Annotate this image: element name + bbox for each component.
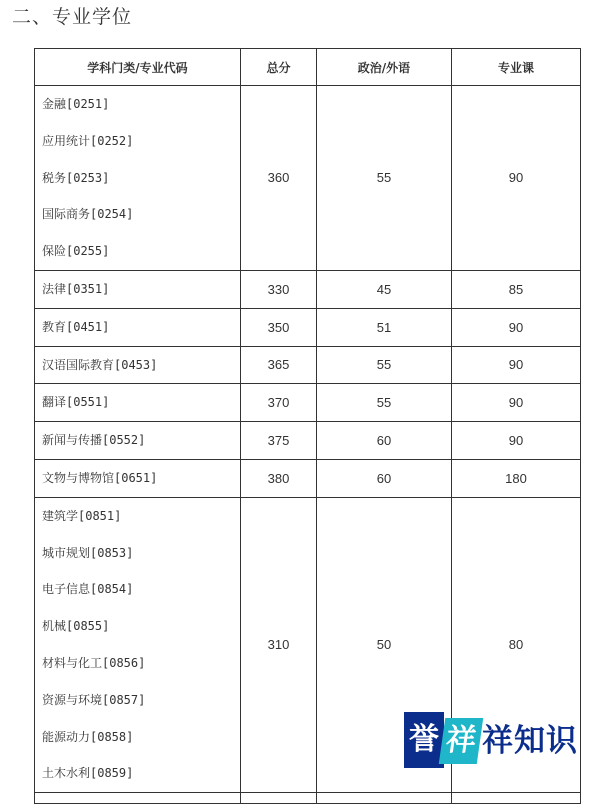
subject-cell: [35, 384, 241, 422]
subject-item: 法律[0351]: [42, 281, 110, 296]
total-score-cell: 365: [241, 346, 317, 384]
major-course-cell: 90: [452, 308, 581, 346]
subject-item: 机械[0855]: [42, 619, 110, 634]
table-row: [35, 384, 581, 422]
subject-cell: [35, 86, 241, 271]
table-body: [35, 86, 581, 804]
subject-item: 土木水利[0859]: [42, 766, 134, 781]
watermark-char-2: 祥: [439, 718, 483, 764]
watermark-logo: [404, 712, 600, 790]
politics-language-cell: 50: [317, 497, 452, 792]
header-total: 总分: [241, 49, 317, 86]
empty-cell: [317, 793, 452, 804]
empty-cell: [452, 793, 581, 804]
subject-item: 金融[0251]: [42, 97, 110, 111]
header-major-course: 专业课: [452, 49, 581, 86]
major-course-cell: 80: [452, 497, 581, 792]
politics-language-cell: 55: [317, 86, 452, 271]
politics-language-cell: 60: [317, 459, 452, 497]
politics-language-cell: 45: [317, 270, 452, 308]
subject-cell: [35, 422, 241, 460]
subject-item: 新闻与传播[0552]: [42, 433, 146, 448]
table-row: [35, 308, 581, 346]
total-score-cell: 375: [241, 422, 317, 460]
politics-language-cell: 55: [317, 384, 452, 422]
score-table: [34, 48, 581, 804]
subject-item: 建筑学[0851]: [42, 508, 122, 523]
major-course-cell: 90: [452, 86, 581, 271]
politics-language-cell: 55: [317, 346, 452, 384]
subject-cell: [35, 346, 241, 384]
subject-item: 应用统计[0252]: [42, 133, 134, 148]
subject-item: 资源与环境[0857]: [42, 692, 146, 707]
major-course-cell: 90: [452, 422, 581, 460]
major-course-cell: 90: [452, 346, 581, 384]
table-row: [35, 422, 581, 460]
subject-item: 城市规划[0853]: [42, 545, 134, 560]
subject-item: 教育[0451]: [42, 319, 110, 334]
subject-item: 保险[0255]: [42, 244, 110, 259]
politics-language-cell: 60: [317, 422, 452, 460]
subject-item: 电子信息[0854]: [42, 582, 134, 597]
subject-item: 汉语国际教育[0453]: [42, 357, 158, 372]
header-subject: 学科门类/专业代码: [35, 49, 241, 86]
header-politics-language: 政治/外语: [317, 49, 452, 86]
table-row: [35, 459, 581, 497]
total-score-cell: 350: [241, 308, 317, 346]
subject-cell: [35, 270, 241, 308]
subject-item: 国际商务[0254]: [42, 207, 134, 222]
major-course-cell: 85: [452, 270, 581, 308]
subject-cell: [35, 459, 241, 497]
table-row: [35, 86, 581, 271]
subject-item: 文物与博物馆[0651]: [42, 470, 158, 485]
empty-cell: [35, 793, 241, 804]
politics-language-cell: 51: [317, 308, 452, 346]
subject-item: 材料与化工[0856]: [42, 655, 146, 670]
subject-cell: [35, 497, 241, 792]
section-heading: 二、专业学位: [12, 6, 133, 28]
table-row: [35, 270, 581, 308]
total-score-cell: 370: [241, 384, 317, 422]
subject-item: 翻译[0551]: [42, 395, 110, 410]
total-score-cell: 380: [241, 459, 317, 497]
total-score-cell: 330: [241, 270, 317, 308]
table-header-row: [35, 49, 581, 86]
major-course-cell: 180: [452, 459, 581, 497]
total-score-cell: 310: [241, 497, 317, 792]
subject-item: 税务[0253]: [42, 170, 110, 185]
total-score-cell: 360: [241, 86, 317, 271]
subject-item: 能源动力[0858]: [42, 729, 134, 744]
table-row: [35, 346, 581, 384]
subject-cell: [35, 308, 241, 346]
table-row-cut-off: [35, 793, 581, 804]
watermark-text: 祥知识: [482, 723, 578, 759]
major-course-cell: 90: [452, 384, 581, 422]
empty-cell: [241, 793, 317, 804]
watermark-char-1: 誉: [404, 712, 444, 768]
